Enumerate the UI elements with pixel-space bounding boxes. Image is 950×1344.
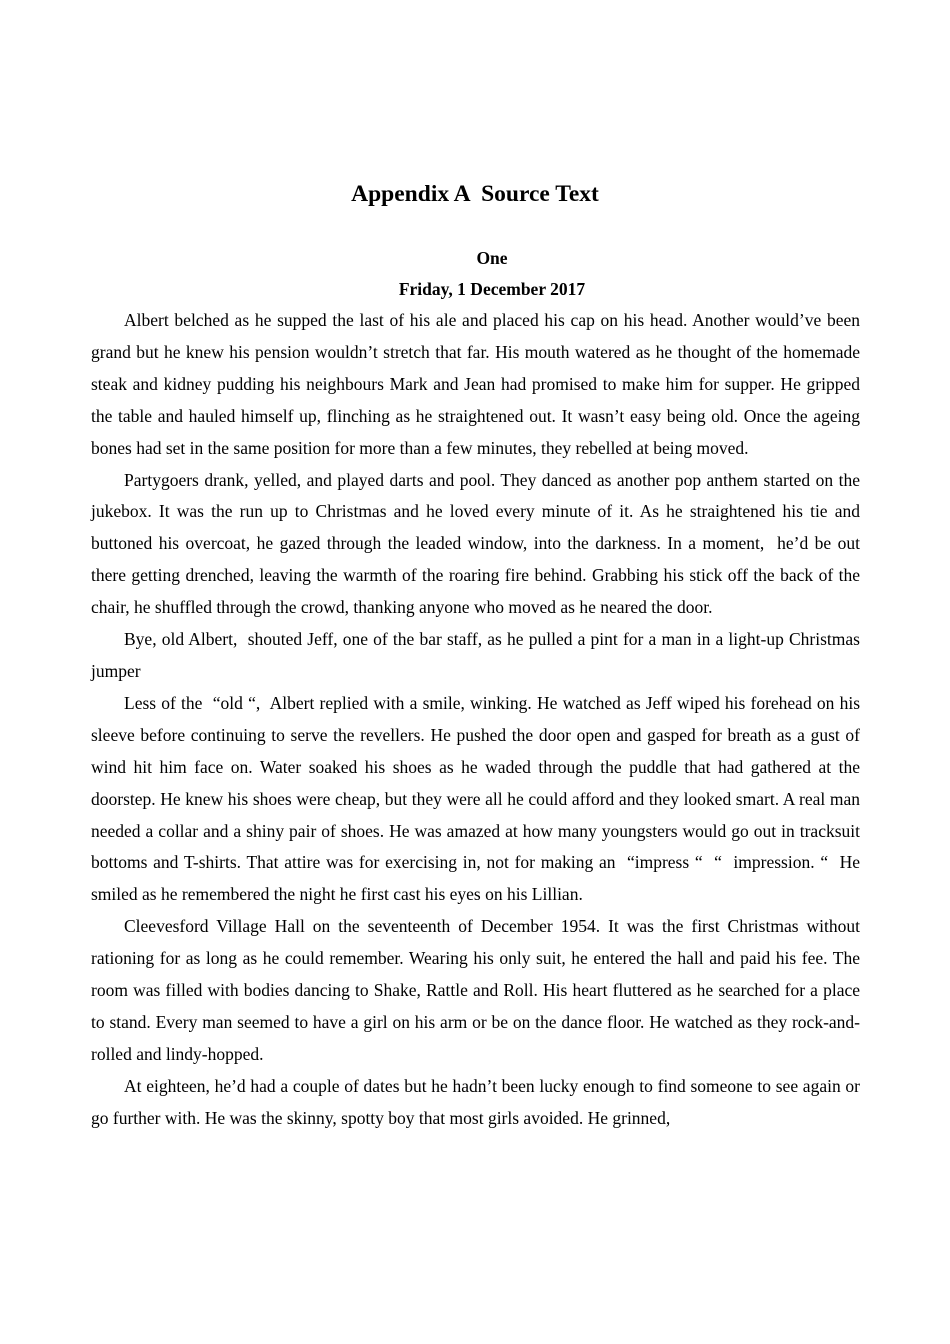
appendix-title: Appendix A Source Text bbox=[351, 181, 599, 207]
paragraph: Bye, old Albert, shouted Jeff, one of the bar staff, as he pulled a pint for a man in a light-up Christmas jumper bbox=[91, 629, 865, 681]
source-text-body bbox=[91, 305, 865, 1135]
paragraph: Partygoers drank, yelled, and played darts and pool. They danced as another pop anthem started on the jukebox. It was the run up to Christmas and he loved every minute of it. As he straightened his tie and buttoned his overcoat, he gazed through the leaded window, into the darkness. In a moment, he’d be out there getting drenched, leaving the warmth of the roaring fire behind. Grabbing his stick off the back of the chair, he shuffled through the crowd, thanking anyone who moved as he neared the door. bbox=[91, 469, 865, 618]
paragraph: Cleevesford Village Hall on the seventeenth of December 1954. It was the first Christmas without rationing for as long as he could remember. Wearing his only suit, he entered the hall and paid his fee. The room was filled with bodies dancing to Shake, Rattle and Roll. His heart fluttered as he searched for a place to stand. Every man seemed to have a girl on his arm or be on the dance floor. He watched as they rock-and-rolled and lindy-hopped. bbox=[91, 916, 865, 1064]
paragraph: At eighteen, he’d had a couple of dates but he hadn’t been lucky enough to find someone to see again or go further with. He was the skinny, spotty boy that most girls avoided. He grinned, bbox=[91, 1075, 865, 1128]
paragraph: Albert belched as he supped the last of his ale and placed his cap on his head. Another would’ve been grand but he knew his pension wouldn’t stretch that far. His mouth watered as he thought of the homemade steak and kidney pudding his neighbours Mark and Jean had promised to make him for supper. He gripped the table and hauled himself up, flinching as he straightened out. It wasn’t easy being old. Once the ageing bones had set in the same position for more than a few minutes, they rebelled at being moved. bbox=[91, 310, 865, 458]
paragraph: Less of the “old “, Albert replied with a smile, winking. He watched as Jeff wiped his forehead on his sleeve before continuing to serve the revellers. He pushed the door open and gasped for breath as a gust of wind hit him face on. Water soaked his shoes as he waded through the puddle that had gathered at the doorstep. He knew his shoes were cheap, but they were all he could afford and they looked smart. A real man needed a collar and a shiny pair of shoes. He was amazed at how many youngsters would go out in tracksuit bottoms and T-shirts. That attire was for exercising in, not for making an “impress “ “ impression. “ He smiled as he remembered the night he first cast his eyes on his Lillian. bbox=[91, 692, 865, 905]
chapter-number: One bbox=[476, 248, 508, 268]
chapter-date: Friday, 1 December 2017 bbox=[398, 279, 586, 299]
